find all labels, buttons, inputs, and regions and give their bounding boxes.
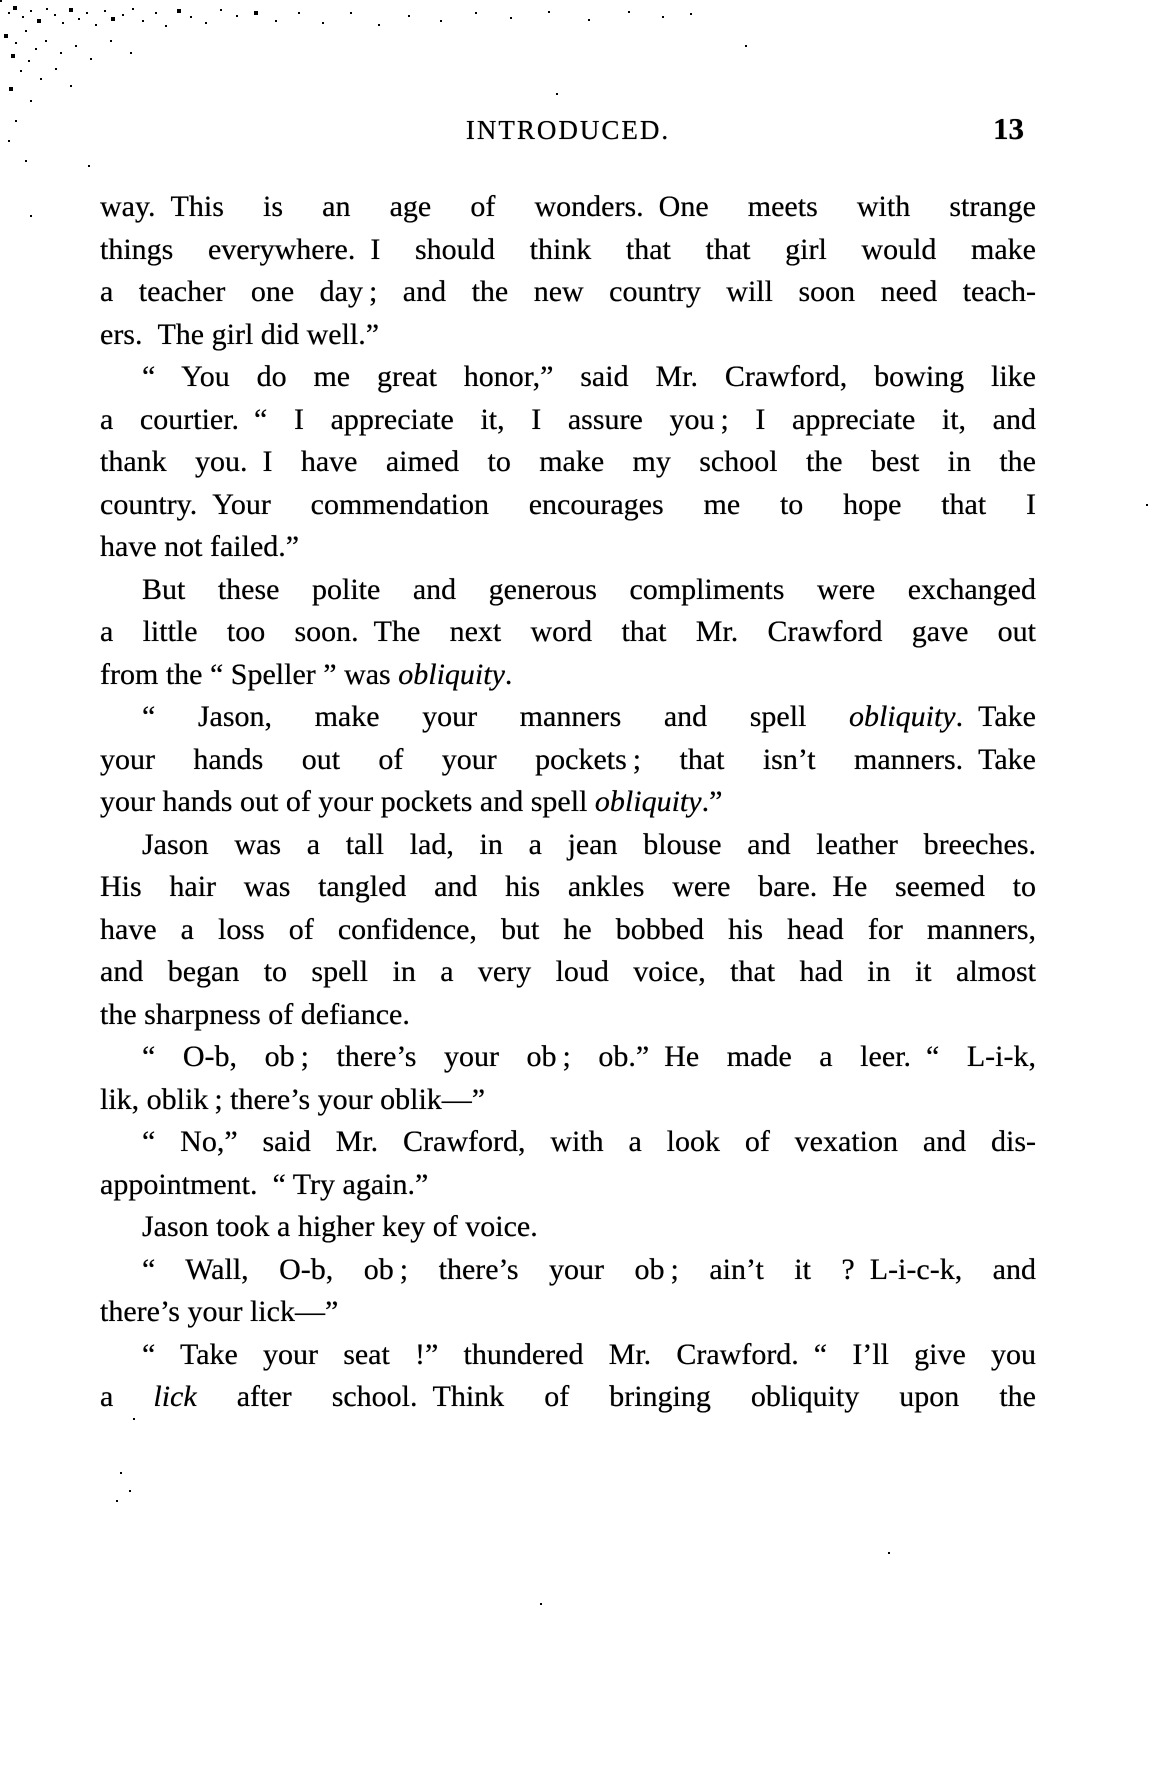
text-segment: and began to spell in a very loud voice, that had in it almost xyxy=(100,955,1036,988)
text-line xyxy=(100,1249,1036,1292)
text-segment: “ O-b, ob ; there’s your ob ; ob.” He made a leer. “ L-i-k, xyxy=(142,1040,1036,1073)
text-line xyxy=(100,866,1036,909)
text-segment: lik, oblik ; there’s your oblik—” xyxy=(100,1082,486,1116)
text-segment: a little too soon. The next word that Mr. Crawford gave out xyxy=(100,615,1036,648)
text-segment: . xyxy=(504,657,513,691)
text-line xyxy=(100,356,1036,399)
text-line xyxy=(100,229,1036,272)
text-line xyxy=(100,654,1036,697)
italic-text: obliquity xyxy=(398,657,505,691)
text-line xyxy=(100,1206,1036,1249)
text-segment: But these polite and generous compliments were exchanged xyxy=(142,572,1036,606)
text-segment: a xyxy=(100,1380,154,1413)
text-segment: your hands out of your pockets ; that isn’t manners. Take xyxy=(100,742,1036,776)
text-line xyxy=(100,271,1036,314)
text-line xyxy=(100,824,1036,867)
text-segment: from the “ Speller ” was xyxy=(100,657,399,691)
scan-noise-speckles xyxy=(0,0,2,2)
text-line xyxy=(100,696,1036,739)
text-line xyxy=(100,314,1036,357)
text-line xyxy=(100,1291,1036,1334)
text-line xyxy=(100,1036,1036,1079)
text-segment: “ Take your seat !” thundered Mr. Crawford. “ I’ll give you xyxy=(142,1337,1036,1371)
text-segment: after school. Think of bringing obliquity upon the xyxy=(196,1380,1036,1413)
text-segment: a courtier. “ I appreciate it, I assure you ; I appreciate it, and xyxy=(100,402,1036,436)
text-segment: have a loss of confidence, but he bobbed his head for manners, xyxy=(100,912,1036,946)
text-line xyxy=(100,909,1036,952)
text-segment: your hands out of your pockets and spell xyxy=(100,785,595,818)
italic-text: lick xyxy=(153,1380,197,1413)
text-line xyxy=(100,611,1036,654)
running-title: INTRODUCED. xyxy=(465,115,671,145)
text-segment: His hair was tangled and his ankles were bare. He seemed to xyxy=(100,870,1036,903)
text-segment: appointment. “ Try again.” xyxy=(100,1167,429,1201)
text-segment: have not failed.” xyxy=(100,530,300,563)
text-segment: “ You do me great honor,” said Mr. Crawford, bowing like xyxy=(142,360,1036,393)
text-segment: . Take xyxy=(955,700,1036,733)
text-line xyxy=(100,526,1036,569)
text-line xyxy=(100,1334,1036,1377)
italic-text: obliquity xyxy=(848,700,956,733)
text-segment: way. This is an age of wonders. One meets with strange xyxy=(100,190,1036,223)
text-line xyxy=(100,739,1036,782)
text-line xyxy=(100,994,1036,1037)
italic-text: obliquity xyxy=(594,785,702,818)
text-line xyxy=(100,441,1036,484)
text-line xyxy=(100,951,1036,994)
text-segment: the sharpness of defiance. xyxy=(100,997,410,1031)
text-segment: Jason took a higher key of voice. xyxy=(142,1210,538,1243)
text-segment: “ Jason, make your manners and spell xyxy=(142,700,849,733)
text-segment: .” xyxy=(701,785,723,818)
text-line xyxy=(100,569,1036,612)
text-segment: there’s your lick—” xyxy=(100,1295,339,1328)
text-line xyxy=(100,1164,1036,1207)
text-segment: ers. The girl did well.” xyxy=(100,317,380,351)
text-segment: Jason was a tall lad, in a jean blouse and leather breeches. xyxy=(142,827,1036,861)
text-line xyxy=(100,1376,1036,1419)
text-line xyxy=(100,1121,1036,1164)
page-number: 13 xyxy=(993,111,1024,146)
text-segment: country. Your commendation encourages me to hope that I xyxy=(100,487,1036,521)
text-segment: “ No,” said Mr. Crawford, with a look of vexation and dis- xyxy=(142,1125,1036,1158)
page-header xyxy=(100,112,1036,156)
text-segment: “ Wall, O-b, ob ; there’s your ob ; ain’t it ? L-i-c-k, and xyxy=(142,1252,1036,1286)
text-line xyxy=(100,781,1036,824)
text-line xyxy=(100,484,1036,527)
text-segment: a teacher one day ; and the new country will soon need teach- xyxy=(100,275,1036,308)
page-body xyxy=(100,186,1036,1419)
text-line xyxy=(100,186,1036,229)
text-line xyxy=(100,399,1036,442)
text-line xyxy=(100,1079,1036,1122)
text-segment: things everywhere. I should think that that girl would make xyxy=(100,232,1036,266)
text-segment: thank you. I have aimed to make my school the best in the xyxy=(100,445,1036,478)
